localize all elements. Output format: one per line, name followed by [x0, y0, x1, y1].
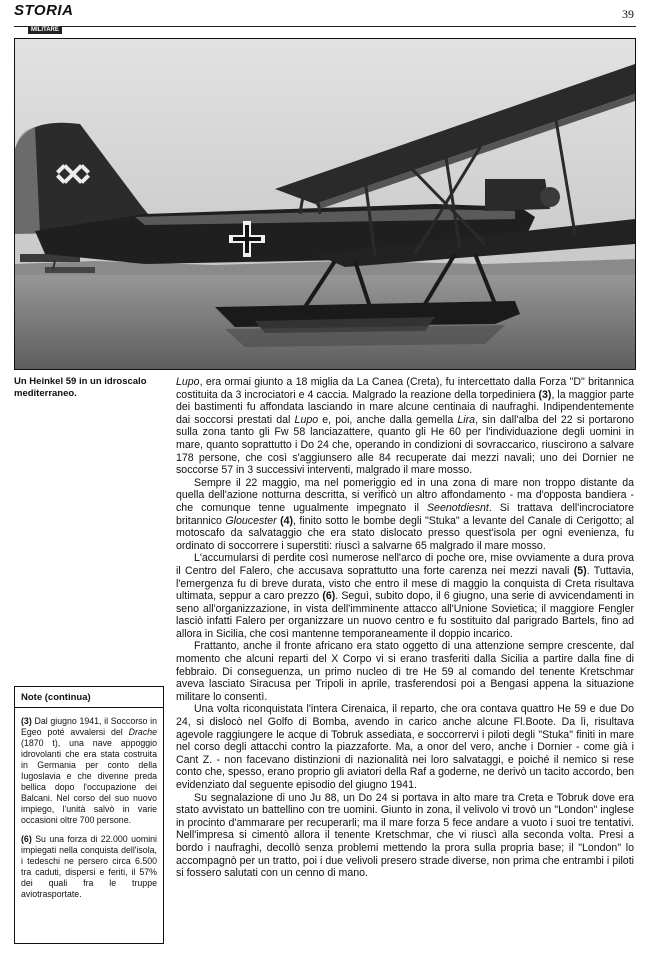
- seaplane-photo: [14, 38, 636, 370]
- photo-caption: Un Heinkel 59 in un idroscalo mediterraneo.: [14, 376, 147, 399]
- page-number: 39: [622, 7, 634, 21]
- note-item: (6) Su una forza di 22.000 uomini impiegati nella conquista dell'isola, i tedeschi ne persero circa 6.500 tra caduti, dispersi e feriti, il 57% dei quali fra le truppe aviotrasportate.: [21, 834, 157, 899]
- article-paragraph: Una volta riconquistata l'intera Cirenaica, il reparto, che ora contava quattro He 59 e due Do 24, si dislocò nel Golfo di Bomba, avendo in carico anche alcune Fl.Boote. Da lì, risultava agevole raggiungere le acque di Tobruk assediata, e soccorrervi i piloti degli "Stuka" finiti in mare nel corso degli attacchi contro la piazzaforte. Ma, a onor del vero, anche i Dornier - come già i Cant Z. - non facevano distinzioni di nazionalità nei loro salvataggi, e poiché il nemico si rese conto che, spesso, erano proprio gli aviatori della Raf a goderne, ne derivò un tacito accordo, ben evidenziato dal seguente episodio del giugno 1941.: [176, 703, 634, 791]
- magazine-logo: [14, 4, 73, 36]
- article-body: [176, 376, 634, 880]
- heinkel-59-illustration: [15, 39, 635, 369]
- notes-title: Note (continua): [15, 692, 163, 708]
- page-header: [14, 2, 636, 33]
- article-paragraph: L'accumularsi di perdite così numerose nell'arco di poche ore, mise ovviamente a dura prova il Centro del Falero, che accusava soprattutto una forte carenza nei mezzi navali (5). Tuttavia, l'emergenza fu di breve durata, visto che entro il mese di maggio la conquista di Creta risultava ultimata, seppur a caro prezzo (6). Seguì, subito dopo, il 6 giugno, una serie di avvicendamenti in seno all'organizzazione, in vista dell'imminente attacco all'Unione Sovietica; il maggiore Fengler lasciò infatti Falero per organizzare un nuovo centro e fu sostituito dal parigrado Bartels, fino ad allora in Sicilia, che così mantenne temporaneamente il doppio incarico.: [176, 552, 634, 640]
- article-paragraph: Sempre il 22 maggio, ma nel pomeriggio ed in una zona di mare non troppo distante da quella dell'azione notturna descritta, si verificò un altro affondamento - ma d'opposta bandiera - che comunque tenne ugualmente impegnato il Seenotdiesnt. Si trattava dell'incrociatore britannico Gloucester (4), finito sotto le bombe degli "Stuka" a levante del Canale di Cerigotto; al motoscafo da salvataggio che era stato dislocato presso quest'isola per ogni evenienza, fu ordinato di soccorrere i superstiti: riuscì a salvarne 65 malgrado il mare mosso.: [176, 476, 634, 552]
- notes-box: [14, 686, 164, 944]
- note-item: (3) Dal giugno 1941, il Soccorso in Egeo poté avvalersi del Drache (1870 t), una nave appoggio idrovolanti che era stata costruita in Germania per conto della Iugoslavia e che divenne preda bellica dopo l'occupazione dei Balcani. Nel corso del suo nuovo impiego, l'unità salvò in varie occasioni oltre 700 persone.: [21, 716, 157, 825]
- article-paragraph: Lupo, era ormai giunto a 18 miglia da La Canea (Creta), fu intercettato dalla Forza "D" britannica costituita da 3 incrociatori e 4 caccia. Malgrado la reazione della torpediniera (3), la maggior parte dei bastimenti fu affondata lasciando in mare alcune centinaia di naufraghi. Indipendentemente dai soccorsi prestati dal Lupo e, poi, anche dalla gemella Lira, sin dall'alba del 22 si portarono sulla zona tanto gli Fw 58 lanciazattere, quanto gli He 60 per l'individuazione degli uomini in mare, quanto soprattutto i Do 24 che, operando in condizioni di sovraccarico, riuscirono a salvare 178 persone, che così s'aggiunsero alle 84 recuperate dai mezzi navali; uno dei Dornier ne soccorse 57 in 3 successivi interventi, malgrado il mare mosso.: [176, 376, 635, 477]
- logo-sub-text: MILITARE: [28, 27, 62, 34]
- article-paragraph: Frattanto, anche il fronte africano era stato oggetto di una attenzione sempre crescente, dal momento che alcuni reparti del X Corpo vi si erano trasferiti dalla Sicilia a partire dalla fine di febbraio. Di conseguenza, un primo nucleo di tre He 59 al comando del tenente Kretschmar aveva lasciato Siracusa per Tripoli in aprile, trasferendosi poi a Bengasi appena la situazione militare lo consentì.: [176, 640, 634, 703]
- article-paragraph: Su segnalazione di uno Ju 88, un Do 24 si portava in alto mare tra Creta e Tobruk dove era stato avvistato un battellino con tre uomini. Giunto in zona, il velivolo vi trovò un "London" inglese in procinto d'ammarare per recuperarli; ma il mare forza 5 fece andare a vuoto i suoi tre tentativi. Nell'impresa si cimentò allora il tenente Kretschmar, che vi riuscì alla seconda volta. Presi a bordo i naufraghi, decollò senza problemi mettendo la prora sulla propria base; il "London" lo accompagnò per un tratto, poi i due velivoli presero strade diverse, non prima che entrambi i piloti si fossero salutati con un cenno di mano.: [176, 791, 634, 880]
- logo-main-text: STORIA: [14, 2, 74, 19]
